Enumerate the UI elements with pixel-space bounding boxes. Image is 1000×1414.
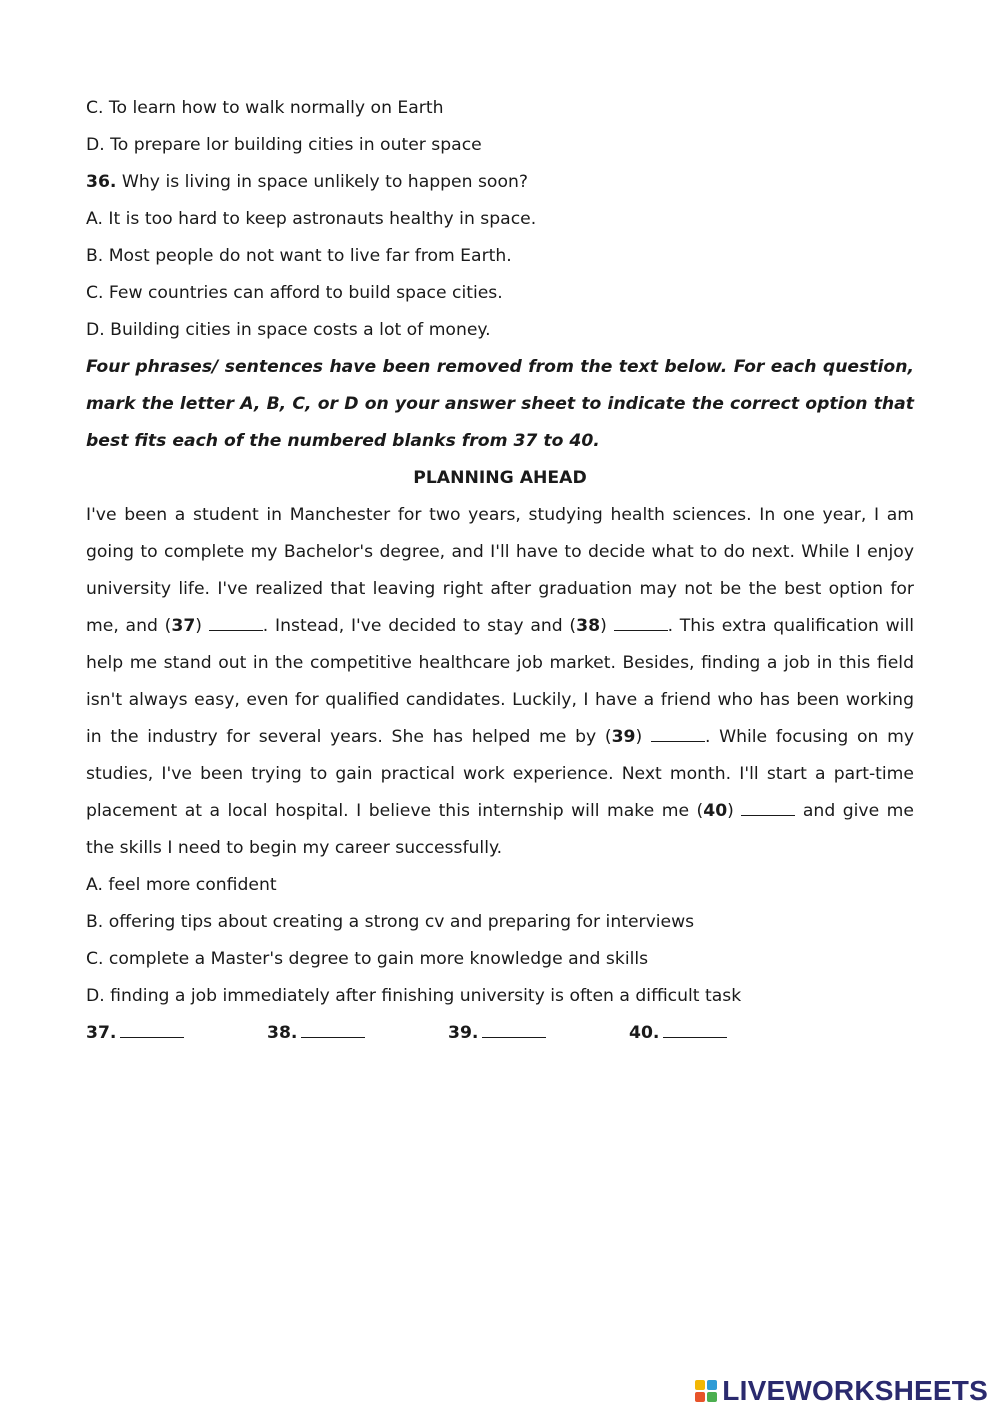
answer-39: [448, 1015, 546, 1052]
answer-39-field[interactable]: [482, 1023, 546, 1038]
blank-40: [741, 801, 795, 816]
logo-square: [707, 1392, 717, 1402]
liveworksheets-logo-icon: [695, 1380, 717, 1402]
q35-option-c: C. To learn how to walk normally on Earth: [86, 98, 444, 118]
answer-37-label: 37.: [86, 1023, 117, 1043]
passage-seg-5: and give me the skills I need to begin my career successfully.: [86, 801, 914, 858]
answer-37: [86, 1015, 184, 1052]
q36-question: [86, 164, 914, 201]
q36-option-c: C. Few countries can afford to build space cities.: [86, 283, 503, 303]
blank-38: [614, 616, 668, 631]
logo-square: [695, 1392, 705, 1402]
choice-c: C. complete a Master's degree to gain more knowledge and skills: [86, 949, 649, 969]
answer-38-field[interactable]: [301, 1023, 365, 1038]
answer-40: [629, 1015, 727, 1052]
passage-seg-1: I've been a student in Manchester for two years, studying health sciences. In one year, I am going to complete my Bachelor's degree, and I'll have to decide what to do next. While I enjoy university life. I've realized that leaving right after graduation may not be the best option for me, and (: [86, 505, 914, 636]
close-paren: ): [600, 616, 607, 636]
passage-body: [86, 497, 914, 867]
logo-text: LIVEWORKSHEETS: [722, 1375, 988, 1406]
close-paren: ): [727, 801, 734, 821]
blank-39: [651, 727, 705, 742]
passage-seg-4: . While focusing on my studies, I've been trying to gain practical work experience. Next month. I'll start a part-time placement at a local hospital. I believe this internship will make me (: [86, 727, 914, 821]
blank-37: [209, 616, 263, 631]
close-paren: ): [635, 727, 643, 747]
blank-number-39: 39: [611, 727, 636, 747]
q36-option-d: D. Building cities in space costs a lot of money.: [86, 320, 491, 340]
logo-square: [707, 1380, 717, 1390]
worksheet-page: [86, 90, 914, 1052]
answer-39-label: 39.: [448, 1023, 479, 1043]
answer-38-label: 38.: [267, 1023, 298, 1043]
answer-row: [86, 1015, 914, 1052]
passage-seg-2: . Instead, I've decided to stay and (: [262, 616, 577, 636]
passage-seg-3: . This extra qualification will help me stand out in the competitive healthcare job market. Besides, finding a job in this field isn't always easy, even for qualified candidates. Luckily, I have a friend who has been working in the industry for several years. She has helped me by (: [86, 616, 915, 747]
q36-option-a: A. It is too hard to keep astronauts healthy in space.: [86, 209, 537, 229]
passage-title: PLANNING AHEAD: [413, 468, 587, 488]
answer-38: [267, 1015, 365, 1052]
q35-option-d: D. To prepare lor building cities in outer space: [86, 135, 482, 155]
answer-40-label: 40.: [629, 1023, 660, 1043]
close-paren: ): [195, 616, 203, 636]
q36-option-b: B. Most people do not want to live far from Earth.: [86, 246, 512, 266]
answer-40-field[interactable]: [663, 1023, 727, 1038]
choice-b: B. offering tips about creating a strong cv and preparing for interviews: [86, 912, 695, 932]
blank-number-37: 37: [171, 616, 196, 636]
liveworksheets-logo: [695, 1374, 988, 1408]
q36-number: 36.: [86, 172, 117, 192]
blank-number-38: 38: [576, 616, 601, 636]
answer-37-field[interactable]: [120, 1023, 184, 1038]
choice-d: D. finding a job immediately after finishing university is often a difficult task: [86, 986, 742, 1006]
blank-number-40: 40: [703, 801, 728, 821]
choice-a: A. feel more confident: [86, 875, 277, 895]
q36-question-text: Why is living in space unlikely to happen soon?: [121, 172, 528, 192]
instructions: Four phrases/ sentences have been removed from the text below. For each question, mark the letter A, B, C, or D on your answer sheet to indicate the correct option that best fits each of the numbered blanks from 37 to 40.: [86, 357, 914, 451]
logo-square: [695, 1380, 705, 1390]
